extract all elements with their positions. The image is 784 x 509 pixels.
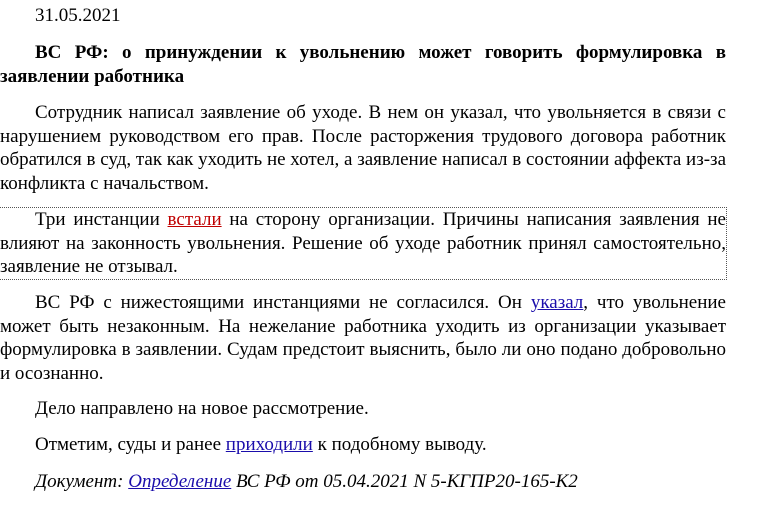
reference-details: ВС РФ от 05.04.2021 N 5-КГПР20-165-К2 — [231, 471, 578, 492]
link-ukazal[interactable]: указал — [530, 292, 584, 313]
paragraph-text: ВС РФ с нижестоящими инстанциями не согласился. Он — [35, 292, 531, 313]
reference-label: Документ: — [35, 471, 129, 492]
paragraph-text: Три инстанции — [35, 209, 168, 230]
link-vstali[interactable]: встали — [167, 209, 222, 230]
article-title: ВС РФ: о принуждении к увольнению может говорить формулировка в заявлении работника — [0, 42, 726, 87]
paragraph-text: Отметим, суды и ранее — [35, 434, 226, 455]
paragraph-three-instances — [0, 208, 726, 279]
paragraph-text: на сторону организации. Причины написания заявления не влияют на законность увольнения. Решение об уходе работник принял самостоятельно, заявление не отзывал. — [0, 209, 726, 277]
paragraph-employee-statement: Сотрудник написал заявление об уходе. В нем он указал, что увольняется в связи с нарушением руководством его прав. После расторжения трудового договора работник обратился в суд, так как уходить не хотел, а заявление написал в состоянии аффекта из-за конфликта с начальством. — [0, 102, 726, 194]
document-reference — [0, 470, 726, 494]
paragraph-text: к подобному выводу. — [312, 434, 487, 455]
paragraph-previous-courts — [0, 433, 726, 457]
link-prihodili[interactable]: приходили — [225, 434, 313, 455]
paragraph-supreme-court — [0, 291, 726, 385]
publication-date: 31.05.2021 — [35, 5, 121, 26]
paragraph-text: , что увольнение может быть незаконным. На нежелание работника уходить из организации указывает формулировка в заявлении. Судам предстоит выяснить, было ли оно подано добровольно и осознанно. — [0, 292, 726, 384]
link-opredelenie[interactable]: Определение — [128, 471, 232, 492]
paragraph-new-review: Дело направлено на новое рассмотрение. — [35, 398, 369, 419]
